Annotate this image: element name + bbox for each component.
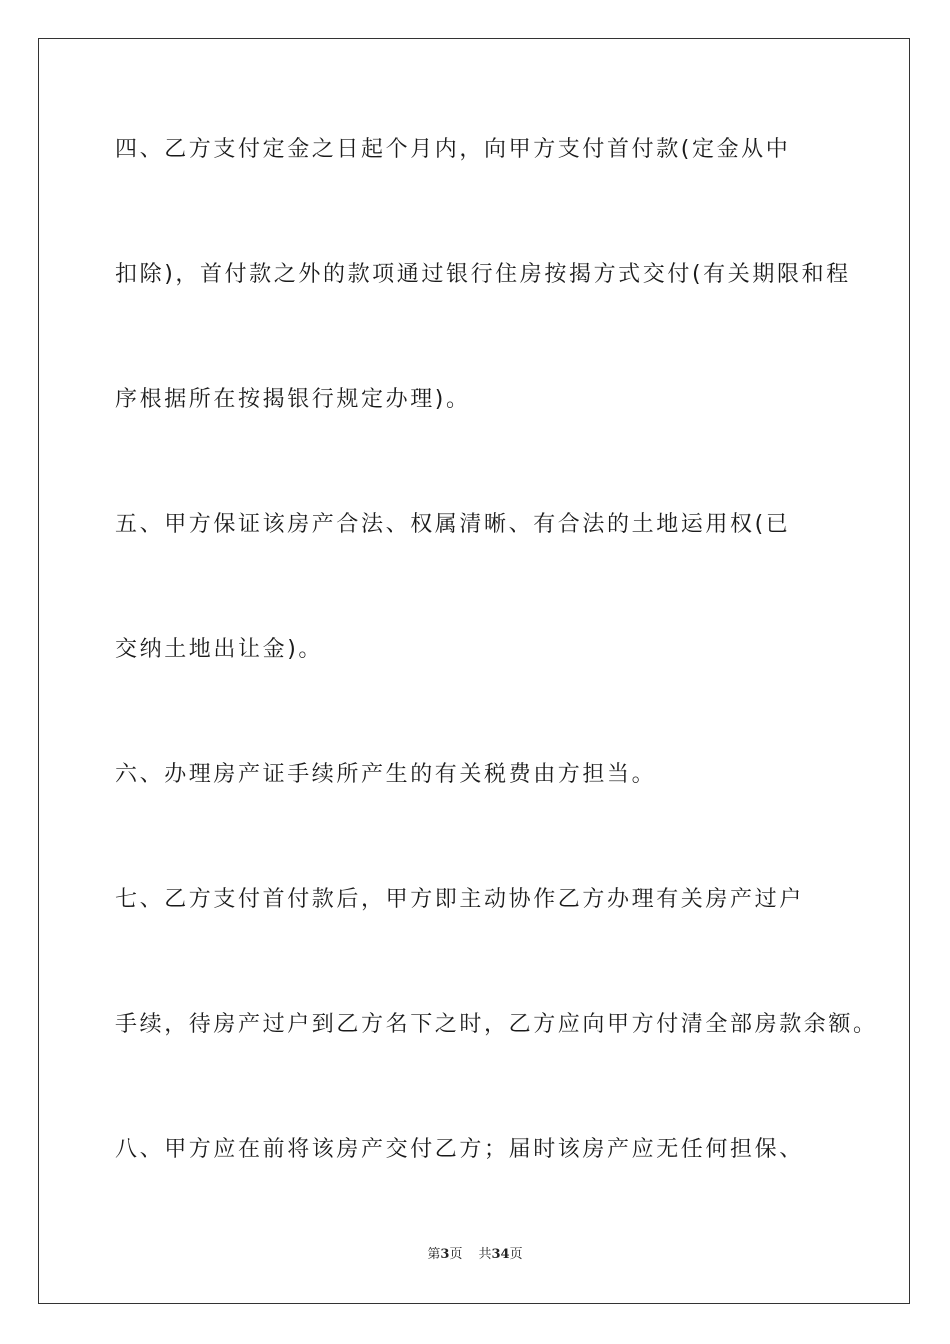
page-prefix: 第 [427, 1247, 441, 1262]
page-suffix: 页 [449, 1247, 463, 1262]
paragraph-5-line-1: 五、甲方保证该房产合法、权属清晰、有合法的土地运用权(已 [115, 512, 791, 537]
total-prefix: 共 [478, 1247, 492, 1262]
total-pages: 34 [491, 1247, 510, 1262]
paragraph-7-line-1: 七、乙方支付首付款后，甲方即主动协作乙方办理有关房产过户 [115, 887, 804, 912]
paragraph-4-line-3: 序根据所在按揭银行规定办理)。 [115, 387, 471, 412]
paragraph-5-line-2: 交纳土地出让金)。 [115, 637, 323, 662]
paragraph-8-line-1: 八、甲方应在前将该房产交付乙方；届时该房产应无任何担保、 [115, 1137, 804, 1162]
paragraph-6-line-1: 六、办理房产证手续所产生的有关税费由方担当。 [115, 762, 657, 787]
page-border [38, 38, 910, 1304]
paragraph-4-line-1: 四、乙方支付定金之日起个月内，向甲方支付首付款(定金从中 [115, 137, 791, 162]
paragraph-4-line-2: 扣除)，首付款之外的款项通过银行住房按揭方式交付(有关期限和程 [115, 262, 851, 287]
paragraph-7-line-2: 手续，待房产过户到乙方名下之时，乙方应向甲方付清全部房款余额。 [115, 1012, 878, 1037]
page-number: 3 [440, 1247, 450, 1262]
page-footer [0, 1247, 950, 1263]
total-suffix: 页 [509, 1247, 523, 1262]
